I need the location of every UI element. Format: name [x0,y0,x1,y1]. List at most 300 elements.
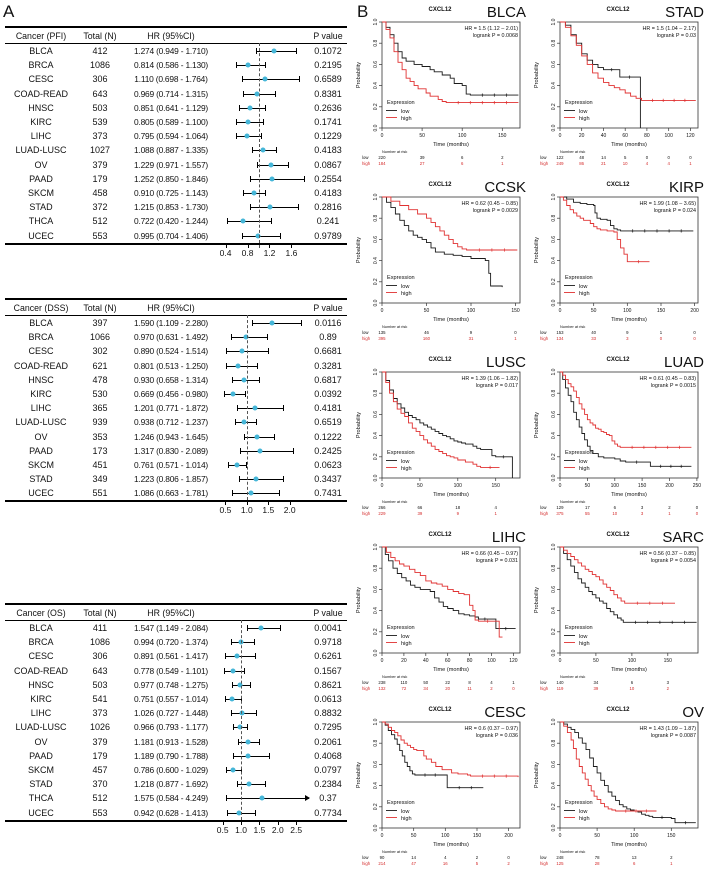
y-tick-label: 1.0 [373,193,379,201]
forest-row-THCA [5,214,347,228]
column-header-total: Total (N) [83,30,117,41]
y-tick-label: 0.6 [551,235,557,243]
ci-plot [219,115,309,129]
hr-ci-text: 0.786 (0.600 - 1.029) [133,764,209,775]
km-gene-title: CXCL12 [428,182,452,188]
ci-cap-left [232,682,233,688]
forest-row-UCEC [5,486,347,500]
total-n-value: 306 [92,651,108,662]
y-tick-label: 0.0 [373,124,379,132]
legend-low-label: low [401,109,410,115]
p-value: 0.9718 [314,637,342,648]
cancer-label: BLCA [29,623,53,634]
hr-point [255,434,260,439]
legend-title: Expression [565,450,593,456]
km-cancer-title: KIRP [668,179,704,196]
y-tick-label: 1.0 [373,718,379,726]
ci-line [239,479,284,480]
cancer-label: HNSC [28,679,54,690]
legend-title: Expression [387,450,415,456]
ci-cap-right [276,147,277,153]
risk-row-label-high: high [362,686,371,691]
ci-cap-left [226,363,227,369]
x-tick-label: 60 [444,658,451,664]
p-value: 0.0613 [314,694,342,705]
risk-value-low: 153 [556,330,564,335]
censor-mark [643,229,646,232]
p-value: 0.1229 [314,131,342,142]
y-axis-label: Probability [534,761,540,789]
km-plot-LUSC [352,350,530,525]
p-value: 0.8381 [314,88,342,99]
risk-value-high: 1 [670,861,673,866]
risk-value-low: 40 [591,330,597,335]
risk-value-high: 55 [585,511,590,516]
ci-plot [219,472,309,486]
risk-row-label-high: high [540,161,549,166]
ci-line [256,51,298,52]
risk-row-label-low: low [362,680,369,685]
forest-row-HNSC [5,373,347,387]
ci-cap-right [301,320,302,326]
number-at-risk-title: Number at risk [560,149,586,154]
risk-value-low: 9 [469,330,473,335]
censor-mark [673,99,676,102]
hr-ci-text: 1.181 (0.913 - 1.528) [133,736,209,747]
cancer-label: KIRC [30,389,52,400]
legend-title: Expression [565,800,593,806]
total-n-value: 478 [92,374,108,385]
km-cancer-title: STAD [665,4,704,21]
hr-point [248,491,253,496]
hr-ci-text: 1.110 (0.698 - 1.764) [134,74,208,85]
y-axis-label: Probability [356,761,362,789]
risk-value-low: 266 [378,505,386,510]
x-axis-label: Time (months) [611,317,647,323]
ci-cap-right [279,490,280,496]
total-n-value: 530 [92,389,108,400]
x-tick-label: 150 [511,308,520,314]
hr-ci-text: 0.722 (0.420 - 1.244) [133,216,209,227]
km-gene-title: CXCL12 [428,357,452,363]
ci-cap-right [244,668,245,674]
total-n-value: 1086 [89,637,111,648]
x-tick-label: 0 [380,658,384,664]
risk-value-high: 1 [668,511,671,516]
ci-cap-right [265,105,266,111]
hr-point [241,219,246,224]
risk-value-low: 6 [613,505,616,510]
forest-axis [5,245,347,261]
ci-line [247,628,281,629]
logrank-annotation: logrank P = 0.031 [475,558,518,564]
risk-value-low: 0 [667,155,670,160]
ci-cap-right [254,639,255,645]
ci-cap-right [274,434,275,440]
total-n-value: 503 [92,102,108,113]
hr-annotation: HR = 0.62 (0.45 – 0.85) [461,201,518,207]
forest-rows [5,44,347,245]
cancer-label: CESC [28,346,54,357]
hr-ci-text: 0.938 (0.712 - 1.237) [133,417,209,428]
cancer-label: STAD [29,202,53,213]
ci-plot [219,373,309,387]
ci-cap-right [259,739,260,745]
cancer-label: LIHC [30,403,52,414]
column-header-total: Total (N) [83,607,117,618]
risk-value-low: 39 [419,155,425,160]
reference-line [241,620,242,825]
x-tick-label: 100 [610,483,619,489]
legend-title: Expression [565,275,593,281]
risk-value-high: 11 [467,686,472,691]
y-tick-label: 0.6 [373,410,379,418]
y-tick-label: 0.6 [551,410,557,418]
ci-plot [219,749,309,763]
hr-point [247,782,252,787]
hr-annotation: HR = 1.43 (1.09 – 1.87) [639,726,696,732]
censor-mark [478,248,481,251]
risk-value-low: 0 [693,330,696,335]
legend-high-label: high [579,466,590,472]
p-value: 0.241 [316,216,340,227]
forest-row-KIRC [5,692,347,706]
y-tick-label: 0.0 [373,299,379,307]
y-tick-label: 1.0 [551,368,557,376]
ci-plot [219,401,309,415]
panel-b-km-plots [352,0,708,878]
reference-line [247,315,248,505]
total-n-value: 179 [92,173,108,184]
hr-annotation: HR = 1.5 (1.04 – 2.17) [642,26,696,32]
hr-ci-text: 1.223 (0.806 - 1.857) [133,474,209,485]
risk-value-high: 0 [693,336,696,341]
censor-mark [658,621,661,624]
risk-value-high: 72 [401,686,407,691]
ci-cap-left [252,320,253,326]
ci-cap-right [265,62,266,68]
y-tick-label: 1.0 [551,718,557,726]
ci-cap-left [250,176,251,182]
legend-title: Expression [565,625,593,631]
censor-mark [631,229,634,232]
x-tick-label: 0 [558,483,562,489]
censor-mark [661,602,664,605]
km-cell-BLCA [352,0,530,175]
ci-cap-left [231,639,232,645]
total-n-value: 379 [92,736,108,747]
risk-row-label-high: high [540,511,549,516]
ci-cap-right [255,653,256,659]
x-tick-label: 60 [622,133,628,139]
p-value: 0.3437 [314,474,342,485]
x-axis-label: Time (months) [611,667,647,673]
axis-tick-label: 1.0 [240,505,253,516]
km-gene-title: CXCL12 [428,532,452,538]
total-n-value: 541 [92,694,108,705]
forest-row-CESC [5,344,347,358]
km-plot-BLCA [352,0,530,175]
ci-cap-left [240,448,241,454]
hr-ci-text: 1.274 (0.949 - 1.710) [133,46,209,57]
legend-high-label: high [579,116,590,122]
km-cell-OV [530,700,708,875]
ci-cap-left [242,76,243,82]
risk-value-high: 2 [490,686,493,691]
hr-point [270,321,275,326]
risk-value-high: 39 [593,686,599,691]
legend-low-label: low [401,284,410,290]
censor-mark [680,229,683,232]
hr-point [248,105,253,110]
censor-mark [655,229,658,232]
legend-high-label: high [579,641,590,647]
censor-mark [504,627,507,630]
ci-cap-right [304,176,305,182]
risk-value-high: 184 [378,161,386,166]
forest-header [5,26,347,44]
forest-row-STAD [5,200,347,214]
y-tick-label: 1.0 [551,543,557,551]
hr-point [245,120,250,125]
cancer-label: PAAD [29,445,53,456]
y-tick-label: 0.4 [373,82,379,90]
hr-annotation: HR = 0.61 (0.45 – 0.83) [639,376,696,382]
ci-plot [219,58,309,72]
risk-value-high: 375 [556,511,564,516]
censor-mark [631,446,634,449]
risk-value-high: 395 [378,336,386,341]
y-tick-label: 0.2 [373,803,379,811]
x-axis-label: Time (months) [433,317,469,323]
forest-row-BRCA [5,635,347,649]
y-tick-label: 0.4 [551,782,557,790]
censor-mark [489,466,492,469]
p-value: 0.4068 [314,750,342,761]
total-n-value: 503 [92,679,108,690]
cancer-label: CESC [28,651,54,662]
forest-row-LUAD-LUSC [5,415,347,429]
y-tick-label: 0.2 [551,803,557,811]
ci-cap-left [239,476,240,482]
ci-line [237,408,284,409]
x-axis-label: Time (months) [433,142,469,148]
x-tick-label: 100 [627,658,637,664]
total-n-value: 1066 [89,332,111,343]
km-plot-LIHC [352,525,530,700]
risk-value-high: 16 [442,861,448,866]
ci-cap-right [265,190,266,196]
y-tick-label: 0.0 [373,824,379,832]
censor-mark [505,101,508,104]
y-axis-label: Probability [356,61,362,89]
forest-header [5,298,347,316]
p-value: 0.2425 [314,445,342,456]
km-cancer-title: BLCA [486,4,526,21]
total-n-value: 539 [92,117,108,128]
p-value: 0.2195 [314,60,342,71]
y-axis-label: Probability [534,411,540,439]
ci-plot [219,458,309,472]
ci-plot [219,692,309,706]
risk-value-high: 27 [419,161,425,166]
ci-cap-left [237,405,238,411]
cancer-label: HNSC [28,374,54,385]
y-tick-label: 0.8 [551,739,557,747]
risk-value-low: 238 [378,680,386,685]
censor-mark [634,809,637,812]
p-value: 0.6817 [314,374,342,385]
x-axis-label: Time (months) [433,667,469,673]
p-value: 0.3281 [314,360,342,371]
risk-value-high: 2 [666,686,669,691]
hr-ci-text: 0.851 (0.641 - 1.129) [133,102,209,113]
censor-mark [662,99,665,102]
ci-cap-right [263,119,264,125]
risk-row-label-high: high [362,336,371,341]
total-n-value: 373 [92,708,108,719]
x-tick-label: 120 [509,658,518,664]
ci-cap-left [242,233,243,239]
ci-cap-right [261,133,262,139]
x-tick-label: 0 [380,833,384,839]
risk-value-high: 47 [411,861,417,866]
hr-ci-text: 1.547 (1.149 - 2.084) [133,623,209,634]
x-axis-label: Time (months) [433,492,469,498]
ci-plot [219,87,309,101]
number-at-risk-title: Number at risk [560,324,586,329]
logrank-annotation: logrank P = 0.0054 [650,558,696,564]
censor-mark [645,809,648,812]
ci-cap-left [233,724,234,730]
risk-value-low: 0 [689,155,692,160]
cancer-label: THCA [28,216,54,227]
ci-cap-left [236,133,237,139]
y-tick-label: 0.0 [551,474,557,482]
column-header-cancer: Cancer (PFI) [15,30,67,41]
x-tick-label: 0 [558,133,562,139]
number-at-risk-title: Number at risk [382,324,408,329]
hr-point [253,406,258,411]
ci-plot [219,44,309,58]
ci-plot [219,158,309,172]
ci-cap-left [226,767,227,773]
risk-row-label-high: high [540,336,549,341]
total-n-value: 553 [92,230,108,241]
x-tick-label: 0 [380,308,384,314]
x-tick-label: 50 [590,308,597,314]
censor-mark [636,602,639,605]
risk-value-high: 21 [601,161,606,166]
y-tick-label: 0.2 [551,103,557,111]
forest-plot-os [5,603,347,838]
total-n-value: 412 [92,46,108,57]
p-value: 0.4183 [314,145,342,156]
cancer-label: SKCM [27,187,54,198]
risk-value-high: 160 [422,336,431,341]
total-n-value: 643 [92,665,108,676]
x-tick-label: 0 [558,658,562,664]
censor-mark [610,68,613,71]
y-tick-label: 0.8 [551,389,557,397]
censor-mark [660,816,663,819]
risk-value-high: 10 [622,161,628,166]
column-header-pvalue: P value [313,607,343,618]
censor-mark [651,99,654,102]
total-n-value: 451 [92,459,108,470]
y-tick-label: 0.6 [373,235,379,243]
risk-value-high: 10 [629,686,635,691]
ci-cap-right [288,162,289,168]
censor-mark [683,99,686,102]
risk-row-label-high: high [362,511,371,516]
axis-tick-label: 2.5 [290,824,303,835]
km-curve-high [560,722,657,811]
censor-mark [493,775,496,778]
risk-value-low: 48 [579,155,585,160]
risk-value-low: 140 [556,680,564,685]
x-tick-label: 150 [637,483,647,489]
total-n-value: 349 [92,474,108,485]
total-n-value: 179 [92,750,108,761]
risk-value-high: 214 [378,861,386,866]
ci-cap-left [225,653,226,659]
x-tick-label: 150 [472,833,482,839]
number-at-risk-title: Number at risk [560,849,586,854]
y-tick-label: 0.0 [551,649,557,657]
x-tick-label: 100 [664,133,673,139]
p-value: 0.0116 [314,318,342,329]
censor-mark [434,773,437,776]
y-tick-label: 1.0 [373,18,379,26]
censor-mark [642,446,645,449]
forest-row-LIHC [5,401,347,415]
risk-row-label-high: high [540,861,549,866]
risk-value-high: 134 [556,336,564,341]
y-tick-label: 0.8 [551,564,557,572]
x-tick-label: 250 [692,483,702,489]
forest-row-HNSC [5,101,347,115]
ci-plot [219,330,309,344]
ci-cap-left [227,218,228,224]
ci-cap-right [265,781,266,787]
censor-mark [423,773,426,776]
legend-high-label: high [401,466,412,472]
hr-point [240,349,245,354]
ci-cap-left [244,434,245,440]
total-n-value: 1027 [89,145,111,156]
hr-ci-text: 0.969 (0.714 - 1.315) [133,88,209,99]
ci-cap-left [224,668,225,674]
x-tick-label: 100 [487,658,496,664]
p-value: 0.8621 [314,679,342,690]
p-value: 0.2816 [314,202,342,213]
y-tick-label: 0.4 [373,782,379,790]
reference-line [259,43,260,248]
forest-plot-pfi [5,26,347,261]
risk-row-label-low: low [540,855,547,860]
y-tick-label: 0.4 [551,607,557,615]
censor-mark [628,76,631,79]
x-tick-label: 100 [623,308,632,314]
risk-value-high: 86 [579,161,585,166]
forest-row-KIRC [5,387,347,401]
cancer-label: OV [34,431,48,442]
y-tick-label: 0.2 [551,628,557,636]
ci-cap-left [232,490,233,496]
forest-row-LUAD-LUSC [5,720,347,734]
total-n-value: 302 [92,346,108,357]
